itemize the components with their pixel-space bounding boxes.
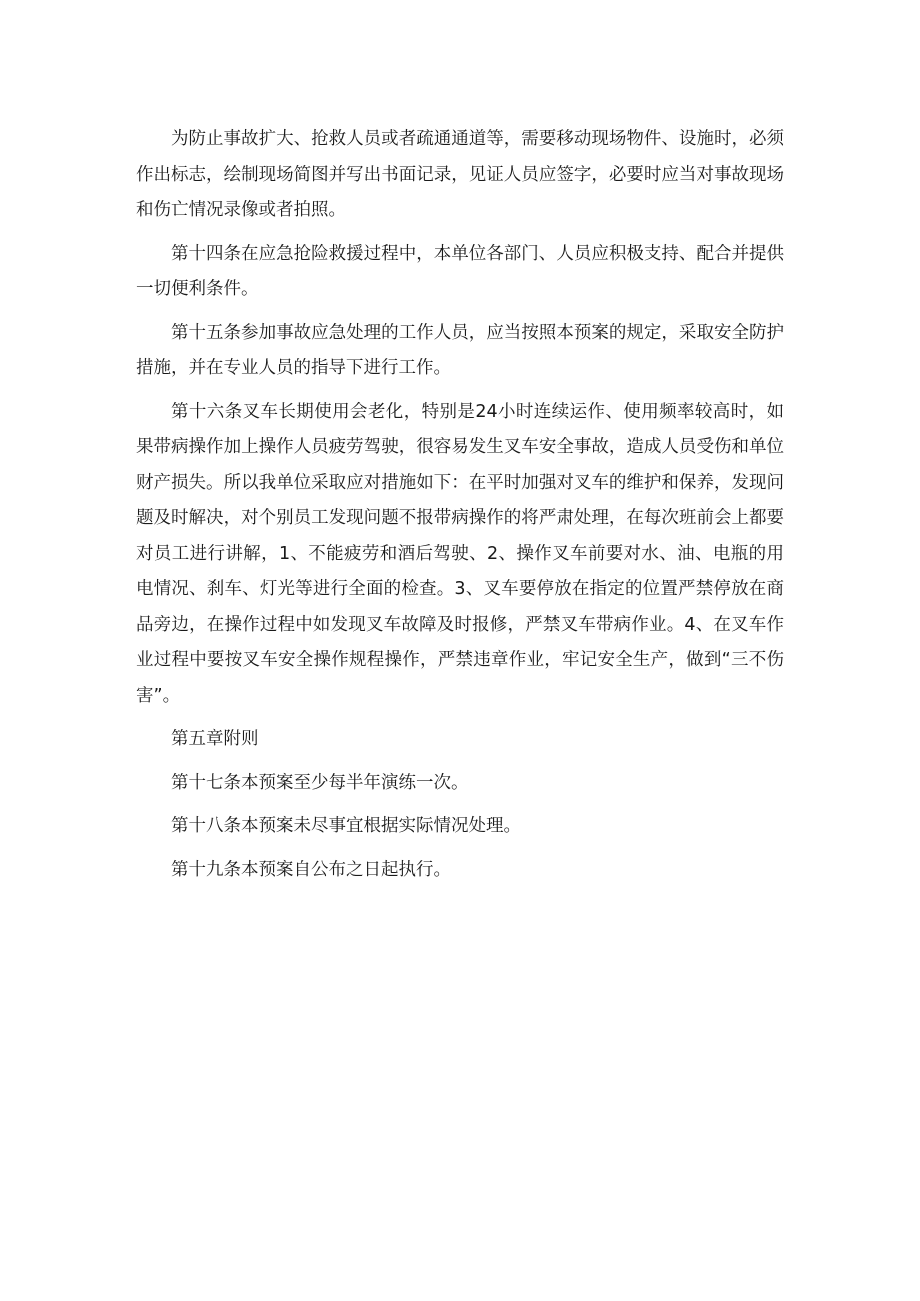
paragraph-evidence-preservation: 为防止事故扩大、抢救人员或者疏通通道等，需要移动现场物件、设施时，必须作出标志，绘制现场简图并写出书面记录，见证人员应签字，必要时应当对事故现场和伤亡情况录像或者拍照。 [136, 129, 784, 220]
paragraph-article-14: 第十四条在应急抢险救援过程中，本单位各部门、人员应积极支持、配合并提供一切便利条件。 [136, 243, 784, 299]
paragraph-article-17: 第十七条本预案至少每半年演练一次。 [171, 772, 469, 793]
paragraph-article-15: 第十五条参加事故应急处理的工作人员，应当按照本预案的规定，采取安全防护措施，并在专业人员的指导下进行工作。 [136, 322, 784, 378]
paragraph-article-16: 第十六条叉车长期使用会老化，特别是24小时连续运作、使用频率较高时，如果带病操作加上操作人员疲劳驾驶，很容易发生叉车安全事故，造成人员受伤和单位财产损失。所以我单位采取应对措施如下：在平时加强对叉车的维护和保养，发现问题及时解决，对个别员工发现问题不报带病操作的将严肃处理，在每次班前会上都要对员工进行讲解，1、不能疲劳和酒后驾驶、2、操作叉车前要对水、油、电瓶的用电情况、刹车、灯光等进行全面的检查。3、叉车要停放在指定的位置严禁停放在商品旁边，在操作过程中如发现叉车故障及时报修，严禁叉车带病作业。4、在叉车作业过程中要按叉车安全操作规程操作，严禁违章作业，牢记安全生产，做到“三不伤害”。 [136, 401, 784, 706]
paragraph-article-18: 第十八条本预案未尽事宜根据实际情况处理。 [171, 816, 521, 836]
chapter-heading-5: 第五章附则 [171, 729, 259, 749]
document-body [136, 122, 784, 896]
paragraph-article-19: 第十九条本预案自公布之日起执行。 [171, 859, 451, 880]
